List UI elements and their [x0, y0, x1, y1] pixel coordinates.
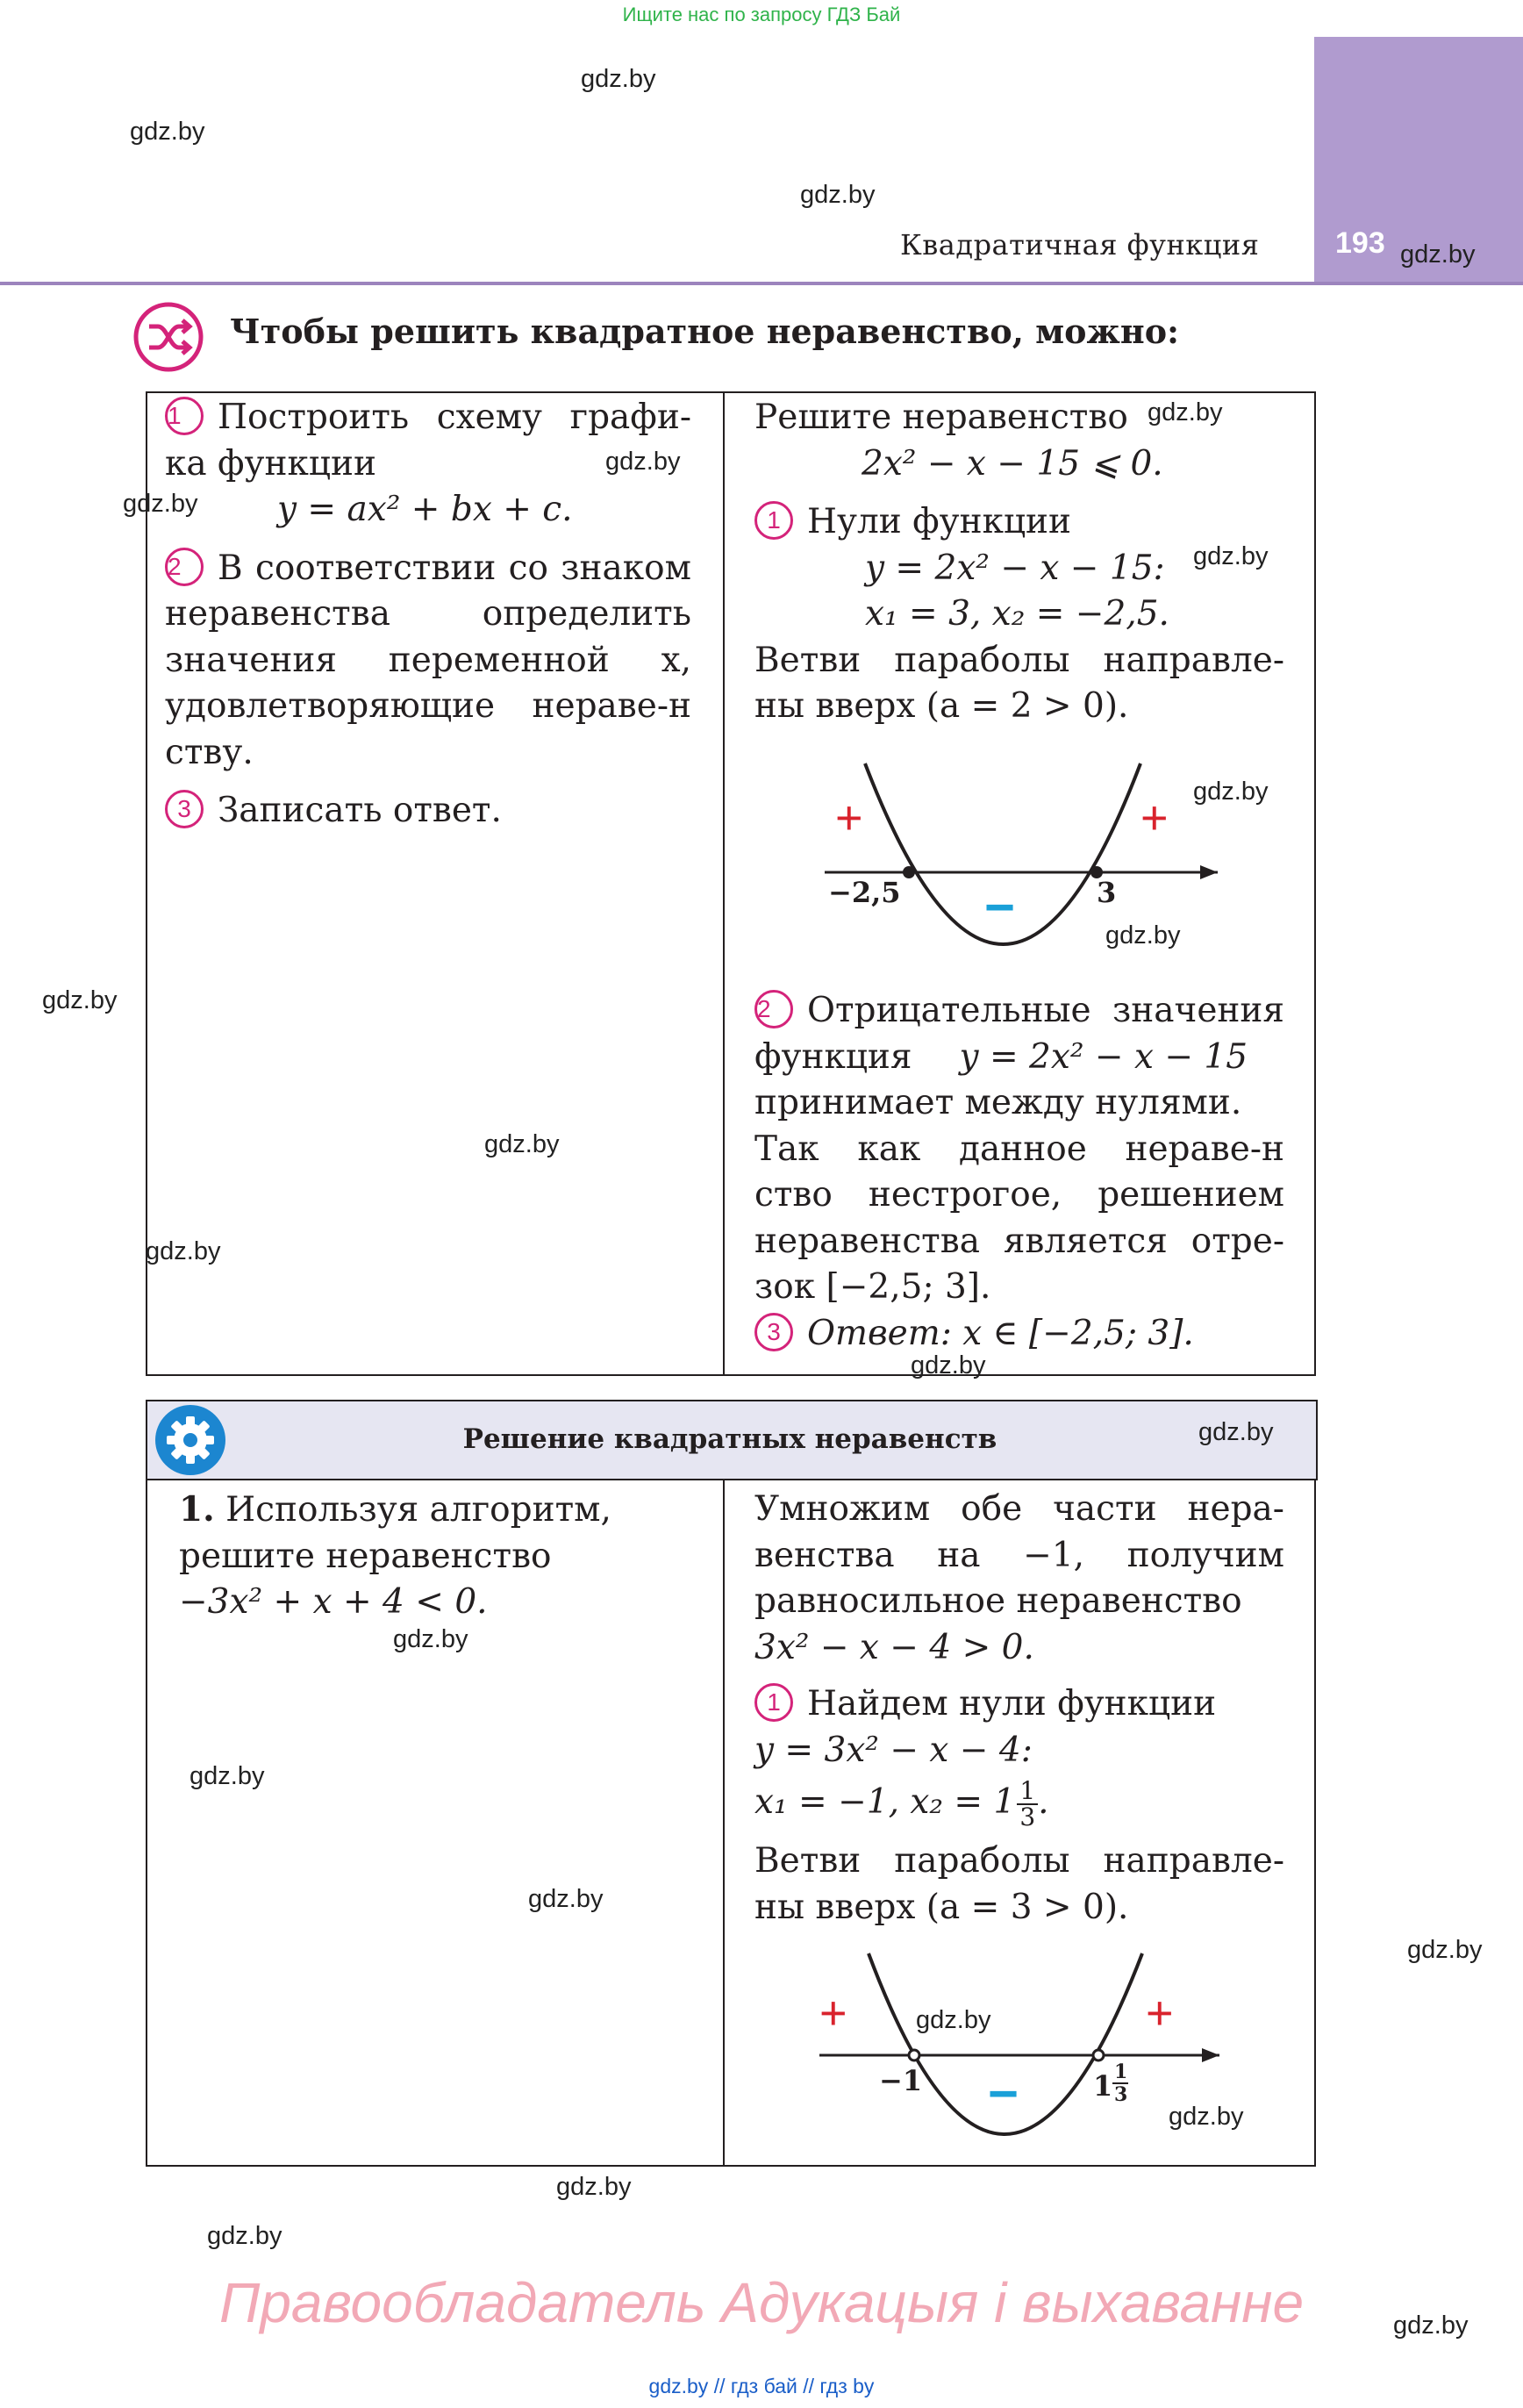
root-label-right-int: 1 [1093, 2069, 1113, 2103]
example-branches2: ны вверх (a = 2 > 0). [754, 686, 1129, 726]
practice-divider [723, 1479, 725, 2165]
page-number: 193 [1335, 226, 1385, 260]
watermark: gdz.by [581, 65, 656, 93]
example-step2-line7: зок [−2,5; 3]. [754, 1267, 991, 1307]
parabola-graph-2 [807, 1946, 1228, 2157]
example-step1: 1 Нули функции [754, 499, 1284, 546]
copyright-notice: Правообладатель Адукацыя і выхаванне [218, 2271, 1305, 2334]
watermark: gdz.by [1169, 2103, 1244, 2131]
watermark: gdz.by [528, 1885, 604, 1913]
example-step2-line4: Так как данное нераве-н [754, 1129, 1284, 1169]
step1-line1: 1 Построить схему графи- [165, 395, 691, 441]
task-line2: решите неравенство [179, 1536, 552, 1576]
watermark: gdz.by [1407, 1936, 1483, 1964]
sol-branches2: ны вверх (a = 3 > 0). [754, 1887, 1129, 1927]
watermark: gdz.by [800, 181, 876, 209]
sol-line3: равносильное неравенство [754, 1581, 1242, 1621]
root-point-right [1093, 2050, 1104, 2060]
watermark: gdz.by [123, 490, 198, 518]
footer-links[interactable]: gdz.by // гдз бай // гдз by [648, 2375, 875, 2397]
example-step2-line1: 2 Отрицательные значения [754, 988, 1284, 1035]
sol-branches1: Ветви параболы направле- [754, 1841, 1284, 1881]
shuffle-icon [132, 300, 205, 374]
example-answer: 3 Ответ: x ∈ [−2,5; 3]. [754, 1311, 1284, 1358]
watermark: gdz.by [1193, 778, 1269, 806]
minus-sign: − [984, 878, 1016, 936]
watermark: gdz.by [605, 448, 681, 476]
watermark: gdz.by [1400, 240, 1476, 269]
root-point-left [903, 866, 915, 878]
fraction: $\frac{1}{3}$ [1017, 1779, 1038, 1830]
watermark: gdz.by [556, 2173, 632, 2201]
plus-sign-right: + [1146, 1987, 1174, 2039]
plus-sign-left: + [835, 792, 863, 844]
watermark: gdz.by [1198, 1418, 1274, 1446]
watermark: gdz.by [146, 1237, 221, 1265]
practice-task [179, 1487, 670, 1626]
example-step2-line5: ство нестрогое, решением [754, 1175, 1284, 1215]
root-label-right-num: 1 [1114, 2060, 1128, 2083]
watermark: gdz.by [1105, 921, 1181, 950]
sol-line1: Умножим обе части нера- [754, 1489, 1284, 1529]
plus-sign-left: + [819, 1987, 847, 2039]
x-axis-arrow [1200, 865, 1218, 879]
practice-solution [754, 1487, 1284, 1931]
example-step2-line6: неравенства является отре- [754, 1221, 1284, 1261]
watermark: gdz.by [207, 2222, 282, 2250]
root-label-left: −1 [879, 2064, 923, 2097]
task-line1: 1. Используя алгоритм, [179, 1489, 611, 1530]
step-number-2: 2 [754, 990, 793, 1028]
example-func: y = 2x² − x − 15: [865, 548, 1165, 588]
watermark: gdz.by [484, 1130, 560, 1158]
watermark: gdz.by [189, 1762, 265, 1790]
step2-line4: удовлетворяющие нераве-н [165, 686, 691, 726]
minus-sign: − [988, 2064, 1019, 2123]
step-number-1: 1 [165, 397, 204, 435]
watermark: gdz.by [1148, 398, 1223, 426]
watermark: gdz.by [1393, 2311, 1469, 2340]
x-axis-arrow [1202, 2048, 1219, 2062]
example-intro: Решите неравенство [754, 398, 1128, 437]
example-roots: x₁ = 3, x₂ = −2,5. [865, 594, 1169, 634]
watermark: gdz.by [916, 2006, 991, 2034]
step1-line2: ка функции [165, 443, 376, 484]
plus-sign-right: + [1140, 792, 1169, 844]
chapter-title: Квадратичная функция [900, 228, 1260, 262]
top-banner: Ищите нас по запросу ГДЗ Бай [622, 4, 901, 25]
watermark: gdz.by [42, 986, 118, 1014]
step-number-1: 1 [754, 501, 793, 540]
practice-title: Решение квадратных неравенств [462, 1423, 997, 1455]
sol-func: y = 3x² − x − 4: [754, 1730, 1033, 1770]
sol-step1: 1 Найдем нули функции [754, 1681, 1284, 1728]
step2-line3: значения переменной x, [165, 640, 691, 680]
root-point-left [909, 2050, 919, 2060]
header-rule [0, 282, 1523, 285]
watermark: gdz.by [130, 118, 205, 146]
step1-formula: y = ax² + bx + c. [277, 490, 573, 529]
step-number-1: 1 [754, 1683, 793, 1722]
step-number-3: 3 [165, 790, 204, 828]
sol-line4: 3x² − x − 4 > 0. [754, 1627, 1034, 1667]
example-step2-line2: функция y = 2x² − x − 15 [754, 1036, 1248, 1077]
section-heading: Чтобы решить квадратное неравенство, можно: [230, 312, 1180, 351]
root-label-left: −2,5 [828, 876, 901, 909]
example-inequality: 2x² − x − 15 ⩽ 0. [862, 443, 1163, 484]
root-label-right: 3 [1097, 876, 1117, 909]
example-step2-line3: принимает между нулями. [754, 1083, 1242, 1122]
example-step2-block [754, 988, 1284, 1357]
watermark: gdz.by [393, 1625, 468, 1653]
root-label-right-den: 3 [1114, 2083, 1128, 2106]
watermark: gdz.by [911, 1351, 986, 1380]
example-branches1: Ветви параболы направле- [754, 640, 1284, 680]
sol-roots: x₁ = −1, x₂ = 1 $\frac{1}{3}$ . [754, 1776, 1049, 1831]
step-number-3: 3 [754, 1313, 793, 1351]
task-inequality: −3x² + x + 4 < 0. [179, 1582, 488, 1622]
sol-line2: венства на −1, получим [754, 1535, 1284, 1575]
step2-line5: ству. [165, 732, 254, 772]
table-divider [723, 391, 725, 1374]
watermark: gdz.by [1193, 542, 1269, 570]
step-number-2: 2 [165, 548, 204, 586]
step3-line: 3 Записать ответ. [165, 788, 691, 835]
step2-line2: неравенства определить [165, 594, 691, 634]
step2-line1: 2 В соответствии со знаком [165, 546, 691, 592]
